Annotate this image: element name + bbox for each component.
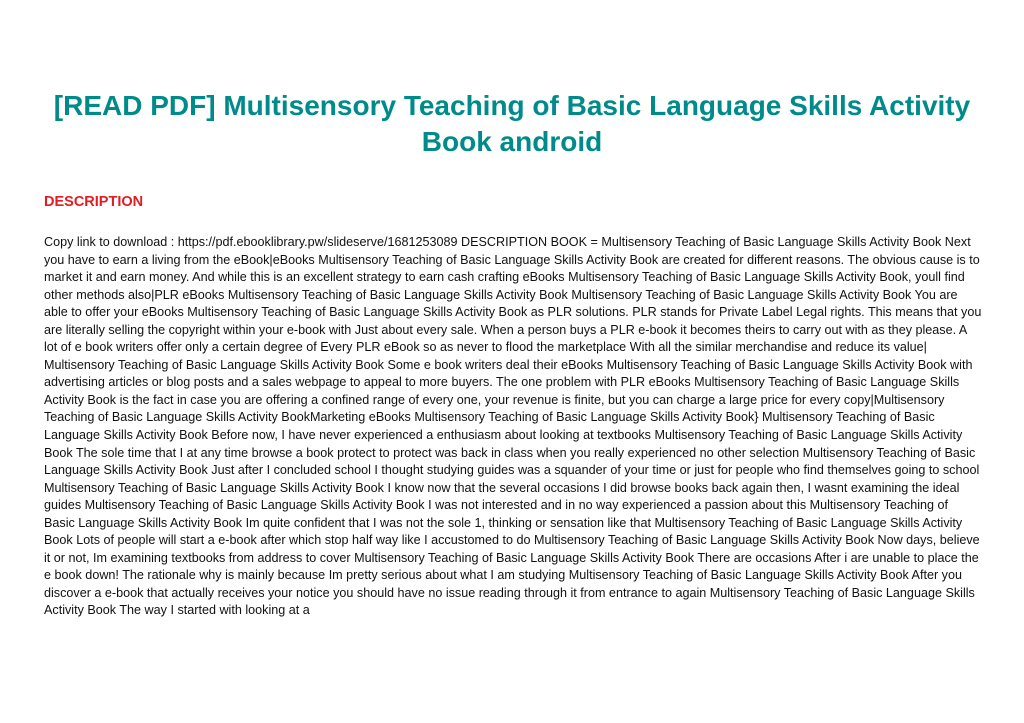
description-heading: DESCRIPTION	[44, 194, 144, 210]
description-body: Copy link to download : https://pdf.ebooklibrary.pw/slideserve/1681253089 DESCRIPTION BOOK = Multisensory Teaching of Basic Language Skills Activity Book Next you have to earn a living from the eBook|eBooks Multisensory Teaching of Basic Language Skills Activity Book are created for different reasons. The obvious cause is to market it and earn money. And while this is an excellent strategy to earn cash crafting eBooks Multisensory Teaching of Basic Language Skills Activity Book, youll find other methods also|PLR eBooks Multisensory Teaching of Basic Language Skills Activity Book Multisensory Teaching of Basic Language Skills Activity Book You are able to offer your eBooks Multisensory Teaching of Basic Language Skills Activity Book as PLR solutions. PLR stands for Private Label Legal rights. This means that you are literally selling the copyright within your e-book with Just about every sale. When a person buys a PLR e-book it becomes theirs to carry out with as they please. A lot of e book writers offer only a certain degree of Every PLR eBook so as never to flood the marketplace With all the similar merchandise and reduce its value| Multisensory Teaching of Basic Language Skills Activity Book Some e book writers deal their eBooks Multisensory Teaching of Basic Language Skills Activity Book with advertising articles or blog posts and a sales webpage to appeal to more buyers. The one problem with PLR eBooks Multisensory Teaching of Basic Language Skills Activity Book is the fact in case you are offering a confined range of every one, your revenue is finite, but you can charge a large price for every copy|Multisensory Teaching of Basic Language Skills Activity BookMarketing eBooks Multisensory Teaching of Basic Language Skills Activity Book} Multisensory Teaching of Basic Language Skills Activity Book Before now, I have never experienced a enthusiasm about looking at textbooks Multisensory Teaching of Basic Language Skills Activity Book The sole time that I at any time browse a book protect to protect was back in class when you really experienced no other selection Multisensory Teaching of Basic Language Skills Activity Book Just after I concluded school I thought studying guides was a squander of your time or just for people who find themselves going to school Multisensory Teaching of Basic Language Skills Activity Book I know now that the several occasions I did browse books back again then, I wasnt examining the ideal guides Multisensory Teaching of Basic Language Skills Activity Book I was not interested and in no way experienced a passion about this Multisensory Teaching of Basic Language Skills Activity Book Im quite confident that I was not the sole 1, thinking or sensation like that Multisensory Teaching of Basic Language Skills Activity Book Lots of people will start a e-book after which stop half way like I accustomed to do Multisensory Teaching of Basic Language Skills Activity Book Now days, believe it or not, Im examining textbooks from address to cover Multisensory Teaching of Basic Language Skills Activity Book There are occasions After i are unable to place the e book down! The rationale why is mainly because Im pretty serious about what I am studying Multisensory Teaching of Basic Language Skills Activity Book After you discover a e-book that actually receives your notice you should have no issue reading through it from entrance to again Multisensory Teaching of Basic Language Skills Activity Book The way I started with looking at a	[44, 235, 982, 618]
page-title: [READ PDF] Multisensory Teaching of Basic Language Skills Activity Book android	[53, 90, 971, 157]
